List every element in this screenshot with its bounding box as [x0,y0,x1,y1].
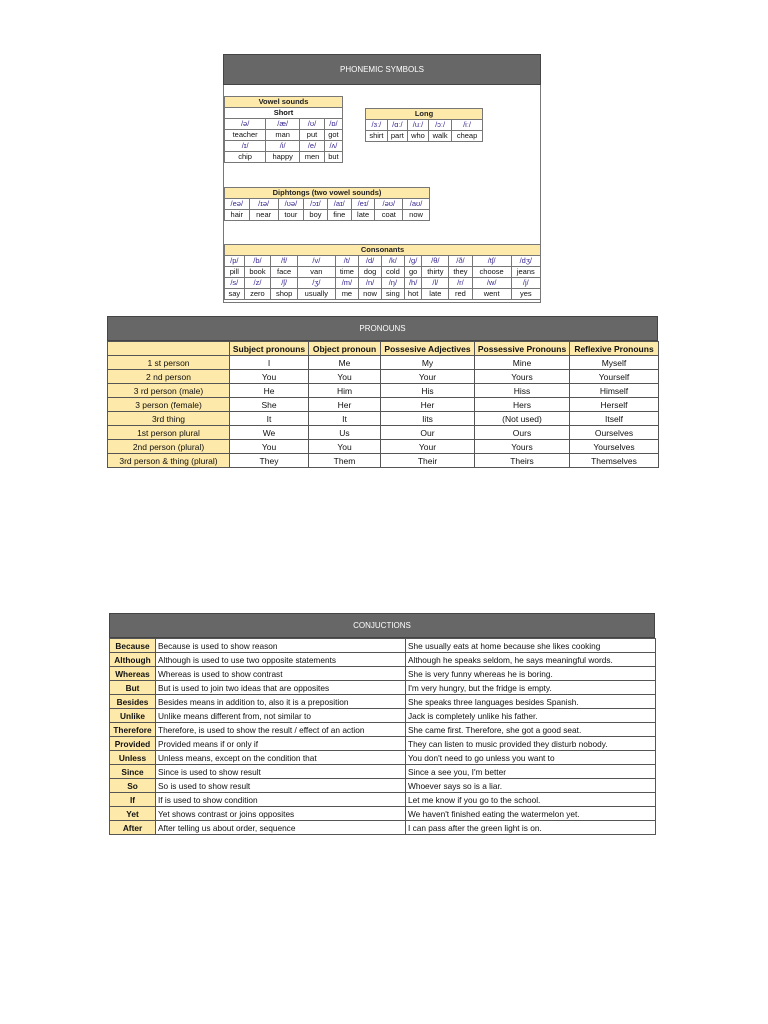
phoneme-symbol: /j/ [511,278,540,289]
table-cell: Theirs [475,454,570,468]
table-row [108,426,659,440]
phoneme-symbol: /ʊ/ [300,119,325,130]
phoneme-example: got [324,130,342,141]
phoneme-example: chip [225,152,266,163]
phoneme-symbol: /i/ [266,141,300,152]
column-header: Object pronoun [309,342,381,356]
conjunction-definition: Because is used to show reason [156,639,406,653]
phoneme-example: face [271,267,298,278]
phoneme-example: men [300,152,325,163]
phoneme-example: now [359,289,382,300]
person-cell: 1st person plural [108,426,230,440]
phonemic-symbols-panel [223,54,541,303]
conjunction-definition: Unlike means different from, not similar to [156,709,406,723]
table-row [110,737,656,751]
conjunction-word: So [110,779,156,793]
long-label: Long [366,109,483,120]
conjunction-word: Yet [110,807,156,821]
table-cell: Ours [475,426,570,440]
phoneme-example: me [335,289,358,300]
phonemic-title: PHONEMIC SYMBOLS [223,54,541,85]
phoneme-example: who [407,131,428,142]
conjunction-definition: Yet shows contrast or joins opposites [156,807,406,821]
phoneme-symbol: /d/ [359,256,382,267]
table-cell: Their [381,454,475,468]
table-cell: Him [309,384,381,398]
phoneme-symbol: /ɒ/ [324,119,342,130]
phoneme-symbol: /ɪ/ [225,141,266,152]
phoneme-symbol: /n/ [359,278,382,289]
table-row [108,370,659,384]
phoneme-symbol: /æ/ [266,119,300,130]
phoneme-example: walk [429,131,452,142]
short-label: Short [225,108,343,119]
phoneme-symbol: /ð/ [449,256,472,267]
conjunction-word: Whereas [110,667,156,681]
phoneme-example: boy [304,210,328,221]
phoneme-example: cold [381,267,404,278]
table-row [110,639,656,653]
phoneme-symbol: /uː/ [407,120,428,131]
conjunction-example: We haven't finished eating the watermelon yet. [406,807,656,821]
table-row [108,454,659,468]
phoneme-symbol: /dʒ/ [511,256,540,267]
conjunction-definition: Unless means, except on the condition that [156,751,406,765]
phoneme-symbol: /t/ [335,256,358,267]
phoneme-symbol: /k/ [381,256,404,267]
conjunction-example: She came first. Therefore, she got a good seat. [406,723,656,737]
phoneme-example: pill [225,267,245,278]
table-row [110,723,656,737]
conjunction-example: I'm very hungry, but the fridge is empty. [406,681,656,695]
table-cell: He [230,384,309,398]
table-cell: You [309,370,381,384]
short-vowels-table [224,96,343,163]
conjunction-example: Whoever says so is a liar. [406,779,656,793]
conjunction-definition: Whereas is used to show contrast [156,667,406,681]
phoneme-example: fine [327,210,351,221]
pronouns-section [107,316,658,468]
phoneme-symbol: /ɜː/ [366,120,388,131]
column-header: Reflexive Pronouns [570,342,659,356]
table-cell: Ourselves [570,426,659,440]
phoneme-symbol: /m/ [335,278,358,289]
table-cell: You [230,440,309,454]
conjunction-word: Unlike [110,709,156,723]
conjunction-word: Provided [110,737,156,751]
table-row [110,667,656,681]
pronouns-title: PRONOUNS [107,316,658,341]
phoneme-example: shirt [366,131,388,142]
person-cell: 3rd person & thing (plural) [108,454,230,468]
phoneme-example: book [244,267,271,278]
phoneme-example: go [404,267,422,278]
table-cell: Himself [570,384,659,398]
table-cell: Myself [570,356,659,370]
phoneme-example: jeans [511,267,540,278]
phoneme-symbol: /θ/ [422,256,449,267]
conjunction-example: She usually eats at home because she likes cooking [406,639,656,653]
phoneme-example: late [351,210,375,221]
phoneme-example: time [335,267,358,278]
table-cell: She [230,398,309,412]
conjunctions-title: CONJUCTIONS [109,613,655,638]
phoneme-example: sing [381,289,404,300]
phoneme-symbol: /tʃ/ [472,256,511,267]
table-cell: You [309,440,381,454]
phoneme-symbol: /iː/ [452,120,483,131]
person-cell: 3 person (female) [108,398,230,412]
phoneme-symbol: /əʊ/ [375,199,403,210]
conjunction-example: I can pass after the green light is on. [406,821,656,835]
phoneme-example: zero [244,289,271,300]
table-row [110,779,656,793]
phoneme-symbol: /b/ [244,256,271,267]
table-cell: Her [309,398,381,412]
phoneme-example: man [266,130,300,141]
conjunction-word: Although [110,653,156,667]
table-row [108,440,659,454]
diphthongs-table [224,187,430,221]
conjunction-definition: After telling us about order, sequence [156,821,406,835]
conjunction-word: But [110,681,156,695]
table-cell: Itself [570,412,659,426]
conjunctions-table [109,638,656,835]
phoneme-symbol: /aɪ/ [327,199,351,210]
phoneme-symbol: /ə/ [225,119,266,130]
conjunction-definition: But is used to join two ideas that are opposites [156,681,406,695]
table-cell: It [230,412,309,426]
pronouns-table [107,341,659,468]
phoneme-symbol: /g/ [404,256,422,267]
phoneme-symbol: /h/ [404,278,422,289]
table-cell: Our [381,426,475,440]
consonants-table [224,244,541,300]
phoneme-example: went [472,289,511,300]
phoneme-example: van [298,267,336,278]
column-header: Possessive Pronouns [475,342,570,356]
phoneme-symbol: /aʊ/ [403,199,430,210]
conjunction-word: Since [110,765,156,779]
table-row [110,821,656,835]
phoneme-symbol: /ɪə/ [249,199,278,210]
person-cell: 1 st person [108,356,230,370]
phoneme-symbol: /p/ [225,256,245,267]
column-header: Subject pronouns [230,342,309,356]
phoneme-example: part [387,131,407,142]
table-cell: His [381,384,475,398]
conjunction-example: They can listen to music provided they disturb nobody. [406,737,656,751]
phoneme-example: coat [375,210,403,221]
conjunction-word: If [110,793,156,807]
table-cell: Iits [381,412,475,426]
table-row [108,398,659,412]
table-cell: Us [309,426,381,440]
table-cell: We [230,426,309,440]
consonants-label: Consonants [225,245,541,256]
vowel-sounds-label: Vowel sounds [225,97,343,108]
table-cell: Mine [475,356,570,370]
phoneme-example: late [422,289,449,300]
phoneme-example: say [225,289,245,300]
phoneme-symbol: /ʌ/ [324,141,342,152]
table-cell: Her [381,398,475,412]
person-cell: 3 rd person (male) [108,384,230,398]
conjunction-example: Although he speaks seldom, he says meaningful words. [406,653,656,667]
phoneme-example: but [324,152,342,163]
phoneme-example: now [403,210,430,221]
phoneme-example: choose [472,267,511,278]
table-cell: (Not used) [475,412,570,426]
phoneme-symbol: /f/ [271,256,298,267]
table-row [110,709,656,723]
phoneme-symbol: /eɪ/ [351,199,375,210]
phoneme-symbol: /ʃ/ [271,278,298,289]
table-header-row [108,342,659,356]
conjunction-word: Because [110,639,156,653]
table-row [108,384,659,398]
phoneme-example: thirty [422,267,449,278]
conjunction-word: Besides [110,695,156,709]
conjunction-word: After [110,821,156,835]
table-row [108,356,659,370]
person-cell: 3rd thing [108,412,230,426]
diphthongs-label: Diphtongs (two vowel sounds) [225,188,430,199]
table-cell: Your [381,370,475,384]
table-cell: Yours [475,440,570,454]
table-row [110,653,656,667]
phoneme-symbol: /ɔː/ [429,120,452,131]
table-cell: Yourself [570,370,659,384]
phoneme-example: cheap [452,131,483,142]
table-row [110,793,656,807]
phoneme-example: yes [511,289,540,300]
phoneme-symbol: /e/ [300,141,325,152]
conjunction-definition: Besides means in addition to, also it is a preposition [156,695,406,709]
table-cell: Yourselves [570,440,659,454]
conjunction-word: Unless [110,751,156,765]
phoneme-symbol: /w/ [472,278,511,289]
phoneme-example: hot [404,289,422,300]
phoneme-symbol: /l/ [422,278,449,289]
phoneme-symbol: /eə/ [225,199,250,210]
phoneme-example: they [449,267,472,278]
conjunctions-section [109,613,655,835]
phoneme-symbol: /ʊə/ [278,199,303,210]
phoneme-example: usually [298,289,336,300]
phoneme-symbol: /s/ [225,278,245,289]
phoneme-example: put [300,130,325,141]
phoneme-symbol: /v/ [298,256,336,267]
table-cell: My [381,356,475,370]
table-cell: Them [309,454,381,468]
conjunction-example: She is very funny whereas he is boring. [406,667,656,681]
table-cell: Yours [475,370,570,384]
conjunction-example: She speaks three languages besides Spanish. [406,695,656,709]
conjunction-example: You don't need to go unless you want to [406,751,656,765]
long-vowels-table [365,108,483,142]
conjunction-definition: Although is used to use two opposite statements [156,653,406,667]
phoneme-symbol: /ɔɪ/ [304,199,328,210]
column-header [108,342,230,356]
table-cell: Hiss [475,384,570,398]
table-row [110,695,656,709]
person-cell: 2 nd person [108,370,230,384]
conjunction-definition: Provided means if or only if [156,737,406,751]
conjunction-definition: So is used to show result [156,779,406,793]
phoneme-example: tour [278,210,303,221]
phoneme-example: happy [266,152,300,163]
table-cell: Themselves [570,454,659,468]
conjunction-example: Since a see you, I'm better [406,765,656,779]
phoneme-symbol: /z/ [244,278,271,289]
table-cell: You [230,370,309,384]
conjunction-example: Jack is completely unlike his father. [406,709,656,723]
phoneme-symbol: /ɑː/ [387,120,407,131]
conjunction-definition: Therefore, is used to show the result / effect of an action [156,723,406,737]
table-cell: Me [309,356,381,370]
conjunction-word: Therefore [110,723,156,737]
table-cell: Your [381,440,475,454]
phoneme-example: hair [225,210,250,221]
conjunction-definition: If is used to show condition [156,793,406,807]
table-row [110,751,656,765]
person-cell: 2nd person (plural) [108,440,230,454]
column-header: Possesive Adjectives [381,342,475,356]
conjunction-definition: Since is used to show result [156,765,406,779]
phoneme-symbol: /r/ [449,278,472,289]
table-row [110,807,656,821]
table-cell: I [230,356,309,370]
phoneme-example: shop [271,289,298,300]
phoneme-symbol: /ʒ/ [298,278,336,289]
table-row [110,681,656,695]
table-row [110,765,656,779]
table-row [108,412,659,426]
phoneme-example: dog [359,267,382,278]
table-cell: It [309,412,381,426]
phoneme-example: near [249,210,278,221]
phoneme-example: red [449,289,472,300]
table-cell: They [230,454,309,468]
phoneme-symbol: /ŋ/ [381,278,404,289]
table-cell: Herself [570,398,659,412]
phoneme-example: teacher [225,130,266,141]
conjunction-example: Let me know if you go to the school. [406,793,656,807]
table-cell: Hers [475,398,570,412]
